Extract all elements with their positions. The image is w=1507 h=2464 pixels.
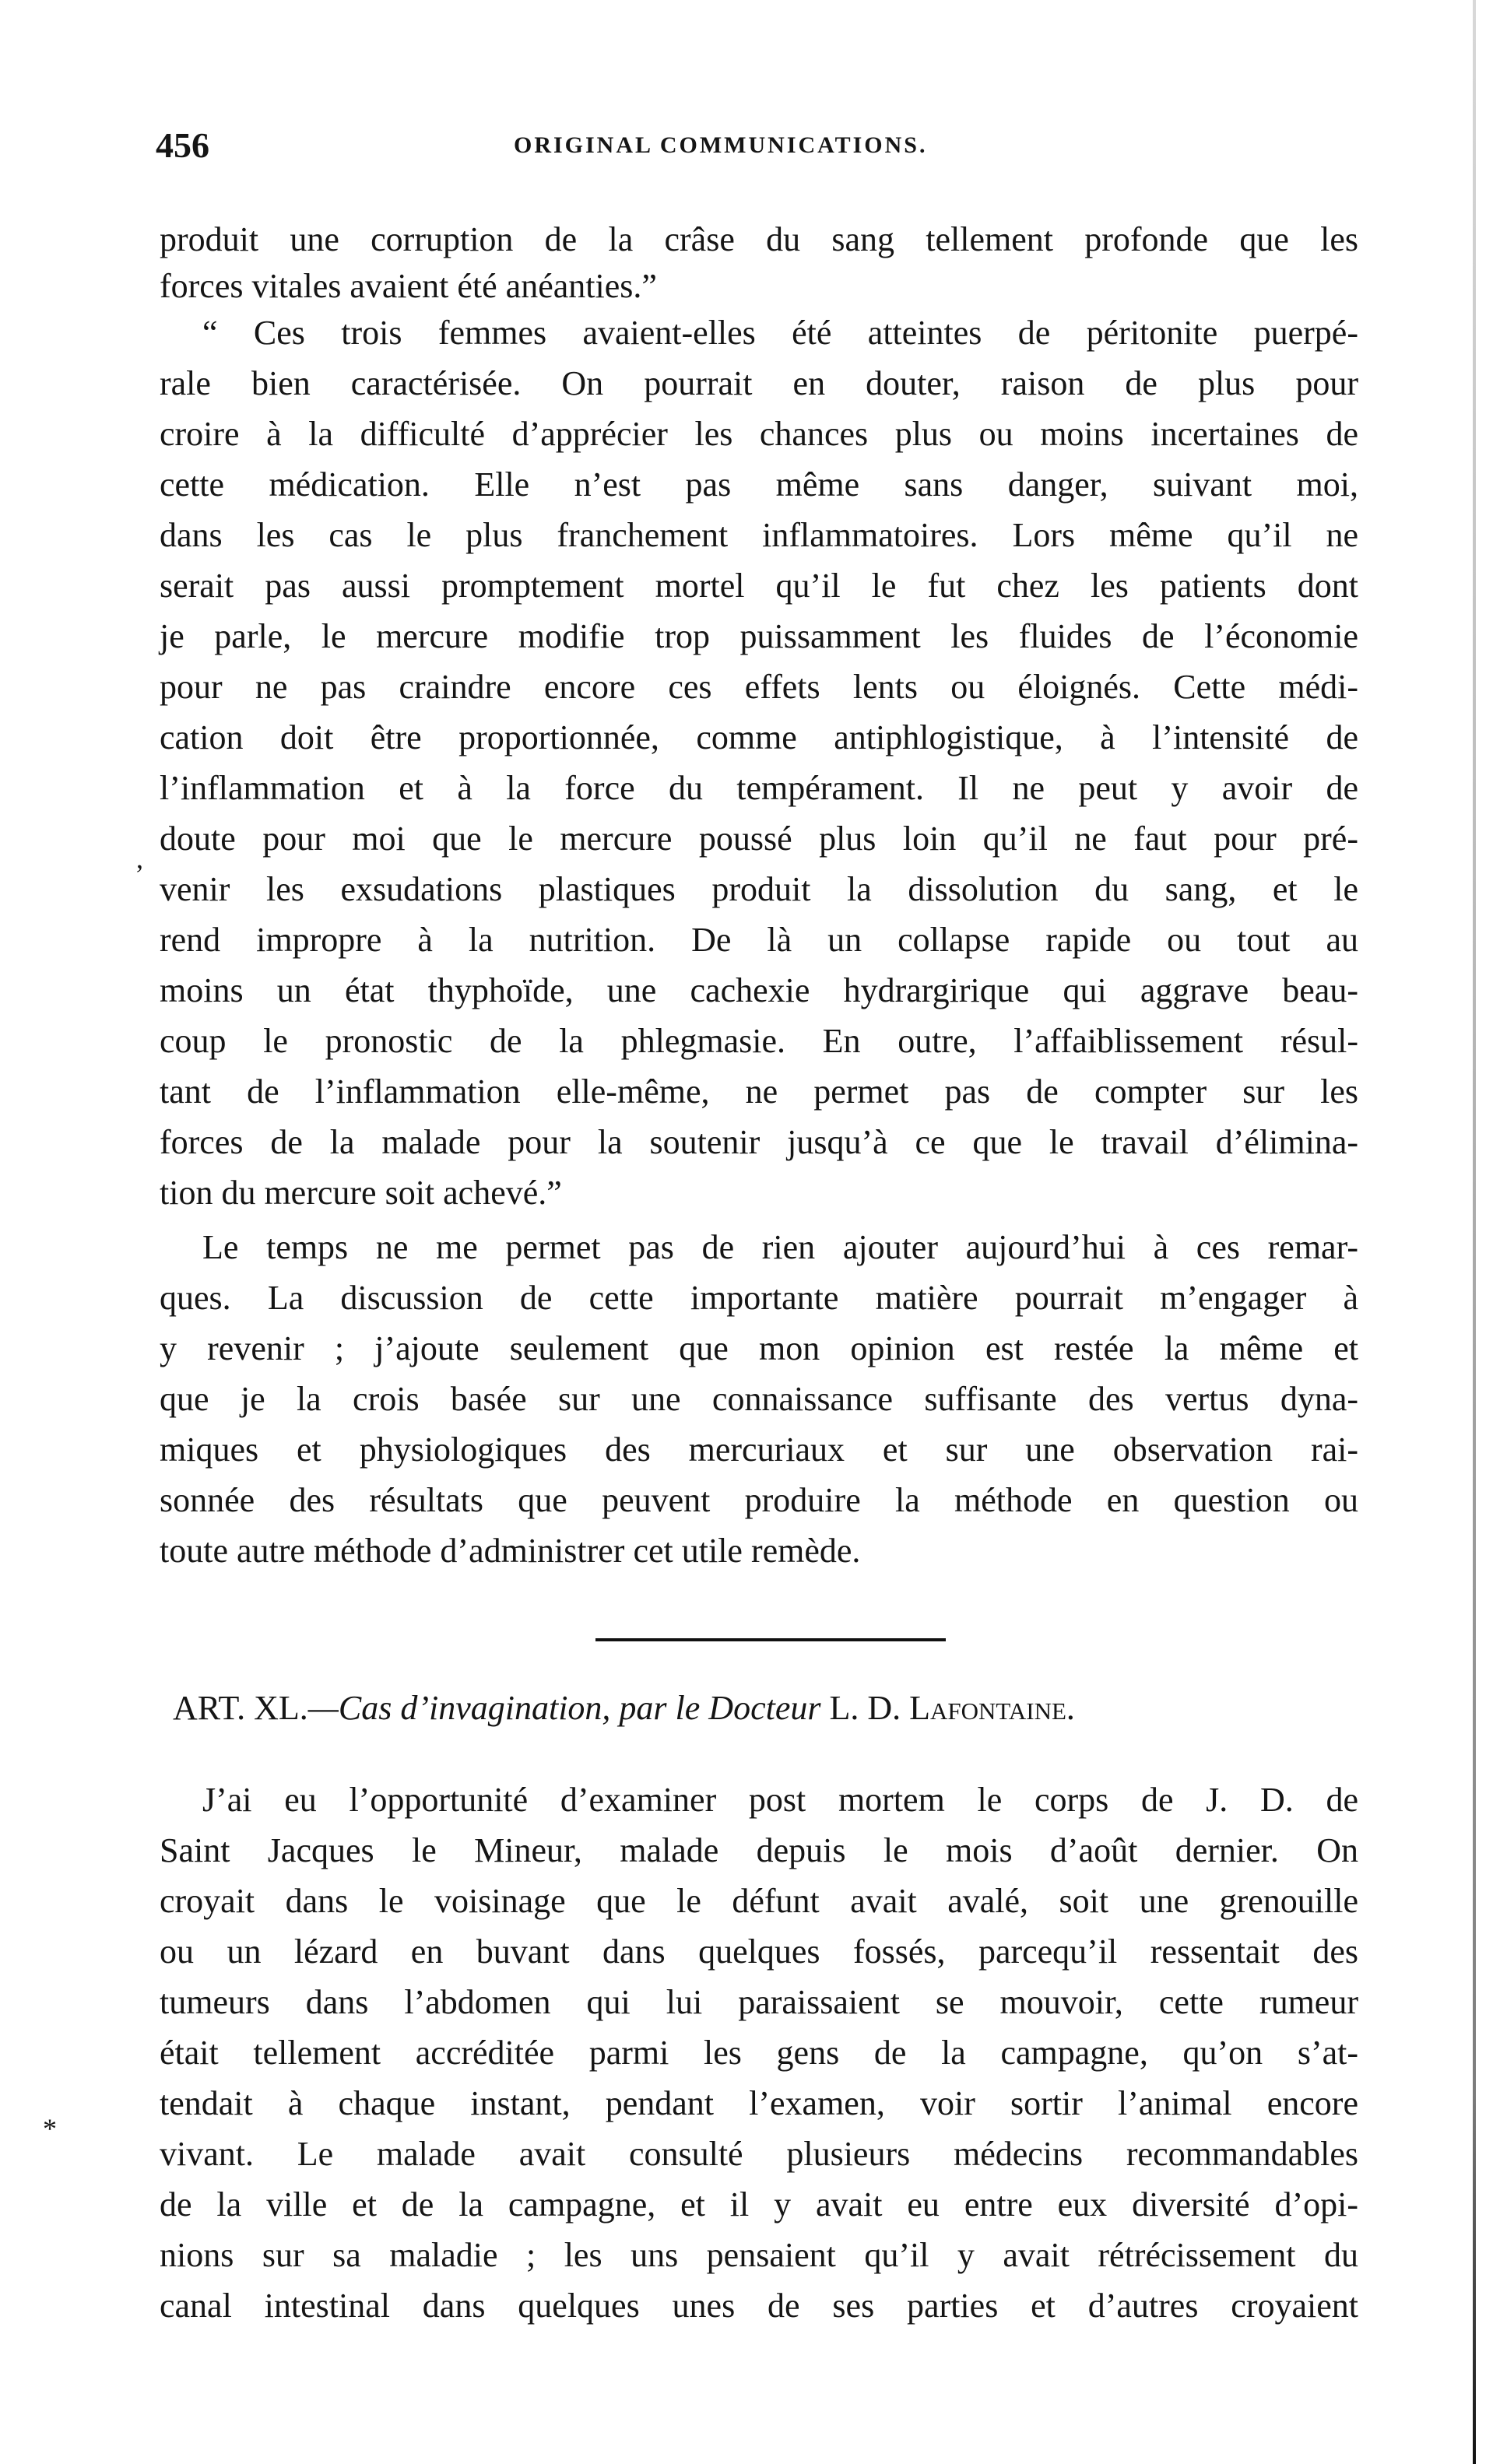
page-edge-shadow bbox=[1473, 0, 1476, 2464]
text-line: sonnée des résultats que peuvent produire la méthode en question ou bbox=[160, 1481, 1358, 1519]
text-line: Le temps ne me permet pas de rien ajouter aujourd’hui à ces remar- bbox=[202, 1228, 1358, 1266]
text-line: l’inflammation et à la force du tempérament. Il ne peut y avoir de bbox=[160, 769, 1358, 807]
article-title: —Cas d’invagination, par le Docteur bbox=[307, 1689, 821, 1727]
text-line: produit une corruption de la crâse du sang tellement profonde que les bbox=[160, 220, 1358, 258]
text-line: y revenir ; j’ajoute seulement que mon opinion est restée la même et bbox=[160, 1329, 1358, 1367]
text-line: pour ne pas craindre encore ces effets lents ou éloignés. Cette médi- bbox=[160, 668, 1358, 706]
text-line: tant de l’inflammation elle-même, ne permet pas de compter sur les bbox=[160, 1072, 1358, 1111]
text-line: vivant. Le malade avait consulté plusieurs médecins recommandables bbox=[160, 2135, 1358, 2173]
text-line: nions sur sa maladie ; les uns pensaient qu’il y avait rétrécissement du bbox=[160, 2236, 1358, 2274]
text-line: J’ai eu l’opportunité d’examiner post mortem le corps de J. D. de bbox=[202, 1781, 1358, 1819]
text-line: coup le pronostic de la phlegmasie. En outre, l’affaiblissement résul- bbox=[160, 1022, 1358, 1060]
text-line: miques et physiologiques des mercuriaux et sur une observation rai- bbox=[160, 1430, 1358, 1469]
article-label: ART. XL. bbox=[173, 1689, 308, 1727]
page-number: 456 bbox=[156, 125, 209, 165]
text-line: rend impropre à la nutrition. De là un collapse rapide ou tout au bbox=[160, 921, 1358, 959]
text-line: toute autre méthode d’administrer cet utile remède. bbox=[160, 1532, 861, 1570]
section-divider bbox=[595, 1638, 946, 1641]
text-line: forces de la malade pour la soutenir jusqu’à ce que le travail d’élimina- bbox=[160, 1123, 1358, 1161]
text-line: venir les exsudations plastiques produit la dissolution du sang, et le bbox=[160, 870, 1358, 908]
text-line: tumeurs dans l’abdomen qui lui paraissaient se mouvoir, cette rumeur bbox=[160, 1983, 1358, 2021]
text-line: ques. La discussion de cette importante matière pourrait m’engager à bbox=[160, 1279, 1358, 1317]
text-line: cette médication. Elle n’est pas même sans danger, suivant moi, bbox=[160, 465, 1358, 504]
text-line: tendait à chaque instant, pendant l’examen, voir sortir l’animal encore bbox=[160, 2084, 1358, 2122]
text-line: tion du mercure soit achevé.” bbox=[160, 1174, 562, 1212]
page-header bbox=[156, 125, 1359, 171]
text-line: de la ville et de la campagne, et il y avait eu entre eux diversité d’opi- bbox=[160, 2185, 1358, 2224]
text-line: Saint Jacques le Mineur, malade depuis le mois d’août dernier. On bbox=[160, 1831, 1358, 1869]
text-line: doute pour moi que le mercure poussé plus loin qu’il ne faut pour pré- bbox=[160, 820, 1358, 858]
running-head: ORIGINAL COMMUNICATIONS. bbox=[514, 132, 928, 158]
text-line: cation doit être proportionnée, comme antiphlogistique, à l’intensité de bbox=[160, 718, 1358, 756]
text-line: canal intestinal dans quelques unes de ses parties et d’autres croyaient bbox=[160, 2287, 1358, 2325]
article-author: L. D. Lafontaine. bbox=[829, 1689, 1075, 1727]
article-heading bbox=[173, 1685, 1356, 1732]
text-line: croire à la difficulté d’apprécier les chances plus ou moins incertaines de bbox=[160, 415, 1358, 453]
text-line: était tellement accréditée parmi les gens de la campagne, qu’on s’at- bbox=[160, 2034, 1358, 2072]
text-line: serait pas aussi promptement mortel qu’il le fut chez les patients dont bbox=[160, 567, 1358, 605]
text-line: rale bien caractérisée. On pourrait en douter, raison de plus pour bbox=[160, 364, 1358, 402]
text-line: “ Ces trois femmes avaient-elles été atteintes de péritonite puerpé- bbox=[202, 314, 1358, 352]
text-line: ou un lézard en buvant dans quelques fossés, parcequ’il ressentait des bbox=[160, 1932, 1358, 1971]
text-line: je parle, le mercure modifie trop puissamment les fluides de l’économie bbox=[160, 617, 1358, 655]
text-line: moins un état thyphoïde, une cachexie hydrargirique qui aggrave beau- bbox=[160, 971, 1358, 1009]
margin-mark: * bbox=[43, 2113, 57, 2144]
text-line: forces vitales avaient été anéanties.” bbox=[160, 267, 657, 305]
text-line: que je la crois basée sur une connaissance suffisante des vertus dyna- bbox=[160, 1380, 1358, 1418]
text-line: dans les cas le plus franchement inflammatoires. Lors même qu’il ne bbox=[160, 516, 1358, 554]
margin-mark: , bbox=[136, 843, 143, 874]
text-line: croyait dans le voisinage que le défunt avait avalé, soit une grenouille bbox=[160, 1882, 1358, 1920]
